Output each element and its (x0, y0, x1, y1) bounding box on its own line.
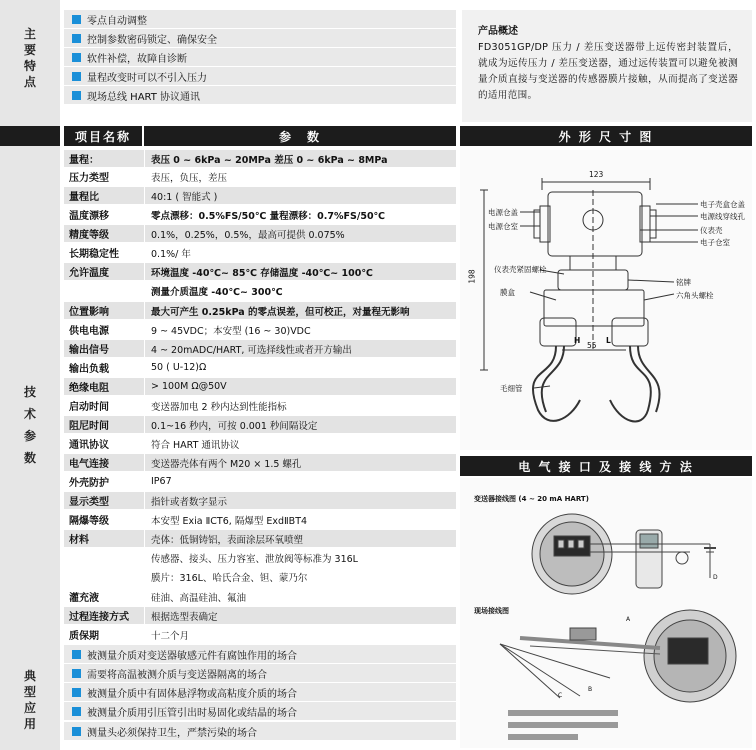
param-name: 材料 (69, 535, 89, 546)
param-value: 0.1%，0.25%，0.5%，最高可提供 0.075% (144, 225, 456, 242)
feature-item (64, 86, 456, 104)
square-bullet-icon (72, 72, 81, 81)
param-name: 精度等级 (69, 230, 109, 241)
param-name: 位置影响 (69, 307, 109, 318)
param-row (64, 568, 456, 585)
square-bullet-icon (72, 688, 81, 697)
h-mark-label: H (574, 336, 581, 345)
power-cover-label: 电源仓盖 (488, 208, 518, 217)
power-chamber-label: 电源仓室 (488, 222, 518, 231)
param-value: 变送器加电 2 秒内达到性能指标 (144, 397, 456, 414)
app-title-char: 用 (23, 717, 36, 731)
param-value: 0.1%/ 年 (144, 244, 456, 261)
param-value: 指针或者数字显示 (144, 492, 456, 509)
param-value: 硅油、高温硅油、氟油 (144, 588, 456, 605)
header-dimension-title: 外 形 尺 寸 图 (460, 126, 752, 146)
application-item (64, 702, 456, 720)
param-row (64, 397, 456, 414)
param-value: IP67 (144, 473, 456, 490)
tech-title-char: 术 (23, 407, 36, 421)
param-row (64, 416, 456, 433)
param-row (64, 607, 456, 624)
param-value: 变送器壳体有两个 M20 × 1.5 螺孔 (144, 454, 456, 471)
param-row (64, 454, 456, 471)
height-dimension-label: 198 (467, 269, 477, 284)
application-text: 被测量介质中有固体悬浮物或高粘度介质的场合 (87, 688, 297, 700)
param-name: 输出信号 (69, 345, 109, 356)
square-bullet-icon (72, 53, 81, 62)
param-name: 允许温度 (69, 268, 109, 279)
param-name: 隔爆等级 (69, 516, 109, 527)
param-value: 膜片：316L、哈氏合金、钽、蒙乃尔 (144, 568, 456, 585)
feature-text: 现场总线 HART 协议通讯 (87, 91, 201, 103)
wire-hole-label: 电源线穿线孔 (700, 212, 745, 221)
capillary-label: 毛细管 (500, 384, 523, 393)
hex-bolt-label: 六角头螺栓 (676, 291, 714, 300)
param-value: 壳体：低铜铸铝，表面涂层环氧喷塑 (144, 530, 456, 547)
param-value: 40:1 ( 智能式 ) (144, 187, 456, 204)
nameplate-label: 铭牌 (676, 278, 691, 287)
param-name: 温度漂移 (69, 211, 109, 222)
param-value: 50 ( U-12)Ω (144, 359, 456, 376)
wiring-mark-a: A (626, 616, 631, 623)
wiring-mark-b: B (588, 686, 593, 693)
application-item (64, 722, 456, 740)
tech-section-title (0, 380, 60, 470)
param-value: 0.1~16 秒内，可按 0.001 秒间隔设定 (144, 416, 456, 433)
param-value: > 100M Ω@50V (144, 378, 456, 395)
features-title-char: 要 (23, 43, 36, 57)
param-value: 表压 0 ~ 6kPa ~ 20MPa 差压 0 ~ 6kPa ~ 8MPa (144, 150, 456, 167)
param-row (64, 302, 456, 319)
param-name: 阻尼时间 (69, 421, 109, 432)
header-name-col: 项目名称 (64, 126, 142, 146)
param-name: 输出负载 (69, 364, 109, 375)
feature-text: 控制参数密码锁定、确保安全 (87, 34, 217, 46)
param-row (64, 588, 456, 605)
param-name: 绝缘电阻 (69, 383, 109, 394)
square-bullet-icon (72, 650, 81, 659)
app-title-char: 应 (23, 701, 36, 715)
param-name: 电气连接 (69, 459, 109, 470)
param-row (64, 340, 456, 357)
param-row (64, 435, 456, 452)
param-value: 表压，负压，差压 (144, 168, 456, 185)
param-row (64, 359, 456, 376)
param-row (64, 473, 456, 490)
param-row (64, 282, 456, 299)
bottom-dimension-label: 55 (587, 341, 597, 350)
application-item (64, 664, 456, 682)
param-value: 零点漂移：0.5%FS/50℃ 量程漂移：0.7%FS/50℃ (144, 206, 456, 223)
param-row (64, 530, 456, 547)
wiring-section-header: 电 气 接 口 及 接 线 方 法 (460, 456, 752, 476)
param-value: 根据选型表确定 (144, 607, 456, 624)
param-name: 灌充液 (69, 593, 99, 604)
param-value: 传感器、接头、压力容室、泄放阀等标准为 316L (144, 549, 456, 566)
application-text: 被测量介质对变送器敏感元件有腐蚀作用的场合 (87, 650, 297, 662)
features-title-char: 特 (23, 59, 36, 73)
feature-text: 量程改变时可以不引入压力 (87, 72, 207, 84)
application-item (64, 645, 456, 663)
param-value: 9 ~ 45VDC；本安型 (16 ~ 30)VDC (144, 321, 456, 338)
square-bullet-icon (72, 727, 81, 736)
wiring-mark-d: D (713, 574, 718, 581)
header-left-cell (0, 126, 60, 146)
param-row (64, 378, 456, 395)
param-value: 十二个月 (144, 626, 456, 643)
overview-text: FD3051GP/DP 压力 / 差压变送器带上远传密封装置后，就成为远传压力 / 差压变送器，通过远传装置可以避免被测量介质直接与变送器的传感器膜片接触，从而提高了变送器的适用范围。 (478, 42, 738, 101)
param-name: 量程比 (69, 192, 99, 203)
param-row (64, 206, 456, 223)
header-value-col: 参 数 (144, 126, 456, 146)
param-value: 环境温度 -40℃~ 85℃ 存储温度 -40℃~ 100℃ (144, 263, 456, 280)
electronics-cover-label: 电子壳盒仓盖 (700, 200, 745, 209)
tech-title-char: 技 (23, 385, 36, 399)
electronics-chamber-label: 电子仓室 (700, 238, 730, 247)
param-value: 最大可产生 0.25kPa 的零点误差，但可校正，对量程无影响 (144, 302, 456, 319)
param-name: 显示类型 (69, 497, 109, 508)
param-row (64, 492, 456, 509)
tech-title-char: 数 (23, 451, 36, 465)
capsule-label: 膜盒 (500, 288, 515, 297)
meter-case-label: 仪表壳 (700, 226, 723, 235)
param-row (64, 549, 456, 566)
param-value: 本安型 Exia ⅡCT6, 隔爆型 ExdⅡBT4 (144, 511, 456, 528)
param-name: 量程： (69, 155, 99, 166)
square-bullet-icon (72, 34, 81, 43)
app-title-char: 型 (23, 685, 36, 699)
param-name: 供电电源 (69, 326, 109, 337)
square-bullet-icon (72, 91, 81, 100)
param-name: 压力类型 (69, 173, 109, 184)
param-name: 长期稳定性 (69, 249, 119, 260)
feature-text: 零点自动调整 (87, 15, 147, 27)
lock-bolt-label: 仪表壳紧固螺栓 (494, 265, 547, 274)
feature-text: 软件补偿，故障自诊断 (87, 53, 187, 65)
application-item (64, 683, 456, 701)
wiring-diagram-1-title: 变送器接线图 (4 ~ 20 mA HART) (474, 495, 589, 503)
feature-item (64, 48, 456, 66)
param-name: 通讯协议 (69, 440, 109, 451)
wiring-diagram-panel (460, 478, 752, 748)
square-bullet-icon (72, 669, 81, 678)
square-bullet-icon (72, 15, 81, 24)
param-value: 测量介质温度 -40℃~ 300℃ (144, 282, 456, 299)
param-row (64, 168, 456, 185)
features-section-title (0, 18, 60, 98)
tech-title-char: 参 (23, 429, 36, 443)
param-name: 过程连接方式 (69, 612, 129, 623)
product-overview (462, 10, 752, 122)
feature-item (64, 10, 456, 28)
param-row (64, 150, 456, 167)
app-title-char: 典 (23, 669, 36, 683)
applications-section-title (0, 660, 60, 740)
dimension-drawing-panel (460, 150, 752, 450)
param-row (64, 244, 456, 261)
l-mark-label: L (606, 336, 611, 345)
param-row (64, 263, 456, 280)
square-bullet-icon (72, 707, 81, 716)
param-value: 符合 HART 通讯协议 (144, 435, 456, 452)
param-name: 启动时间 (69, 402, 109, 413)
param-row (64, 511, 456, 528)
param-row (64, 187, 456, 204)
left-label-column (0, 0, 60, 750)
param-name: 质保期 (69, 631, 99, 642)
overview-title: 产品概述 (478, 26, 518, 37)
features-title-char: 点 (23, 75, 36, 89)
feature-item (64, 67, 456, 85)
param-value: 4 ~ 20mADC/HART, 可选择线性或者开方输出 (144, 340, 456, 357)
param-name: 外壳防护 (69, 478, 109, 489)
width-dimension-label: 123 (589, 170, 604, 179)
param-row (64, 626, 456, 643)
wiring-diagram-2-title: 现场接线图 (474, 607, 509, 615)
param-row (64, 225, 456, 242)
param-row (64, 321, 456, 338)
application-text: 被测量介质用引压管引出时易固化或结晶的场合 (87, 707, 297, 719)
application-text: 需要将高温被测介质与变送器隔离的场合 (87, 669, 267, 681)
features-title-char: 主 (23, 27, 36, 41)
wiring-mark-c: C (558, 692, 563, 699)
feature-item (64, 29, 456, 47)
application-text: 测量头必须保持卫生，严禁污染的场合 (87, 727, 257, 739)
